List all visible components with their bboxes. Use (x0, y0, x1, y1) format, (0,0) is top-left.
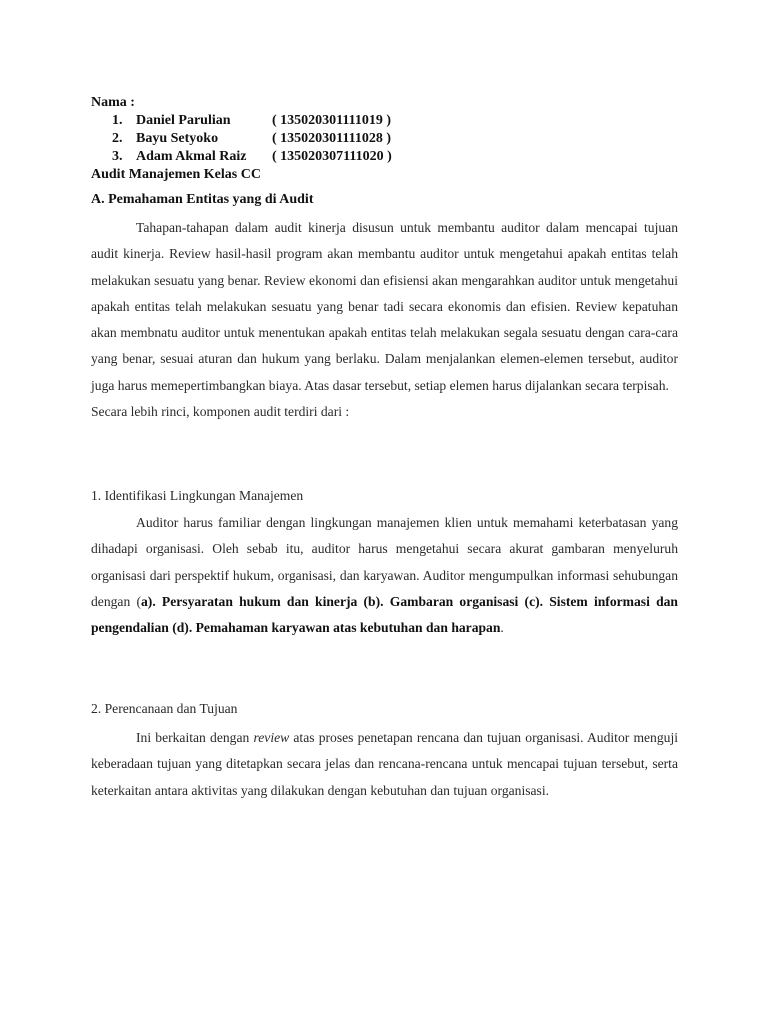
section-a-paragraph (91, 215, 678, 425)
section-1-bold-text: a). Persyaratan hukum dan kinerja (b). Gambaran organisasi (c). Sistem informasi dan pengendalian (d). Pemahaman karyawan atas kebutuhan dan harapan (91, 593, 678, 636)
section-1-paragraph (91, 510, 678, 641)
section-2-text: Ini berkaitan dengan (136, 730, 254, 745)
member-number: 1. (112, 113, 123, 128)
section-a-text: Tahapan-tahapan dalam audit kinerja disusun untuk membantu auditor dalam mencapai tujuan audit kinerja. Review hasil-hasil program akan membantu auditor untuk mengetahui apakah entitas telah melakukan sesuatu yang benar. Review ekonomi dan efisiensi akan mengarahkan auditor untuk mengetahui apakah entitas telah melakukan sesuatu yang benar tadi secara ekonomis dan efisien. Review kepatuhan akan membnatu auditor untuk menentukan apakah entitas telah melakukan segala sesuatu dengan cara-cara yang benar, sesuai aturan dan hukum yang berlaku. Dalam menjalankan elemen-elemen tersebut, auditor juga harus memepertimbangkan biaya. Atas dasar tersebut, setiap elemen harus dijalankan secara terpisah. (91, 220, 678, 393)
section-1-title: 1. Identifikasi Lingkungan Manajemen (91, 488, 304, 503)
member-name: Adam Akmal Raiz (136, 149, 247, 164)
header-block (91, 94, 392, 184)
section-2-text-end: atas proses penetapan rencana dan tujuan organisasi. Auditor menguji keberadaan tujuan yang ditetapkan secara jelas dan rencana-rencana untuk mencapai tujuan tersebut, serta keterkaitan antara aktivitas yang dilakukan dengan kebutuhan dan tujuan organisasi. (91, 730, 678, 798)
member-row (91, 148, 392, 166)
section-a-closing: Secara lebih rinci, komponen audit terdiri dari : (91, 404, 350, 420)
member-name: Bayu Setyoko (136, 131, 219, 146)
class-label: Audit Manajemen Kelas CC (91, 167, 261, 182)
section-2-paragraph (91, 725, 678, 804)
member-name: Daniel Parulian (136, 113, 231, 128)
nama-label: Nama : (91, 95, 135, 110)
section-a-title: A. Pemahaman Entitas yang di Audit (91, 192, 314, 207)
section-2-italic-text: review (253, 730, 290, 745)
section-1-text: Auditor harus familiar dengan lingkungan manajemen klien untuk memahami keterbatasan yang dihadapi organisasi. Oleh sebab itu, auditor harus mengetahui secara akurat gambaran menyeluruh organisasi dari perspektif hukum, organisasi, dan karyawan. Auditor mengumpulkan informasi sehubungan dengan ( (91, 515, 678, 609)
member-nim: ( 135020301111019 ) (272, 113, 392, 128)
member-number: 2. (112, 131, 123, 146)
member-nim: ( 135020307111020 ) (272, 149, 392, 164)
member-nim: ( 135020301111028 ) (272, 131, 392, 146)
member-row (91, 130, 392, 148)
member-row (91, 112, 392, 130)
member-number: 3. (112, 149, 123, 164)
section-1-text-end: . (500, 620, 504, 636)
section-2-title: 2. Perencanaan dan Tujuan (91, 701, 238, 716)
